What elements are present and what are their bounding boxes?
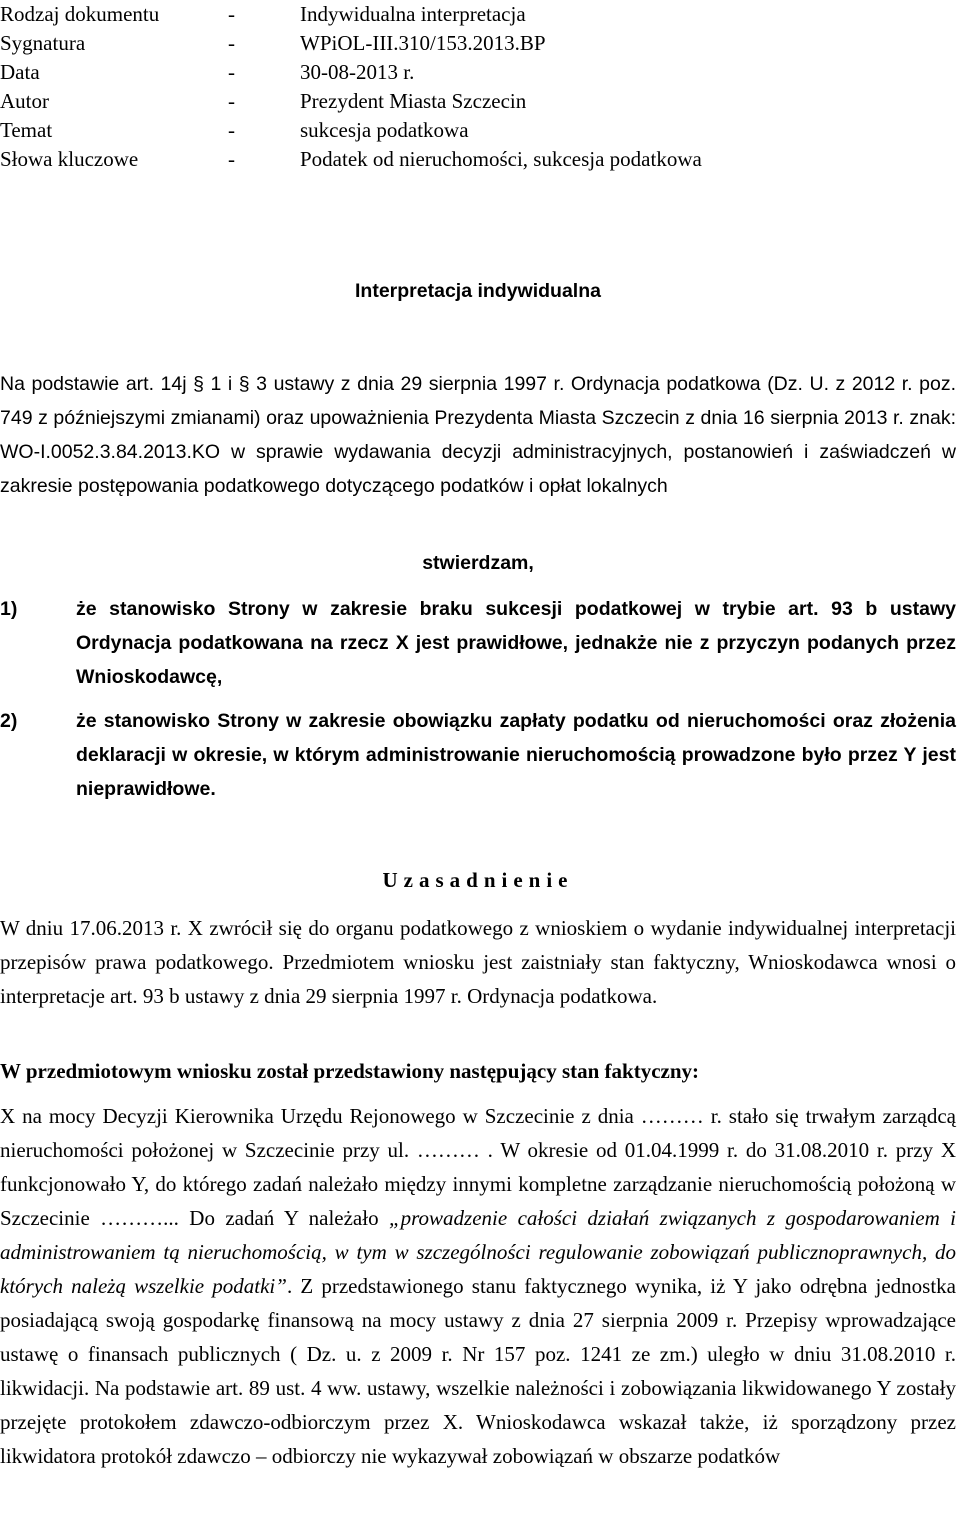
decision-point-1 <box>0 592 956 694</box>
paragraph-1: W dniu 17.06.2013 r. X zwrócił się do organu podatkowego z wnioskiem o wydanie indywidualnej interpretacji przepisów prawa podatkowego. Przedmiotem wniosku jest zaistniały stan faktyczny, Wnioskodawca wnosi o interpretacje art. 93 b ustawy z dnia 29 sierpnia 1997 r. Ordynacja podatkowa. <box>0 916 956 1008</box>
paragraph-2 <box>0 1099 956 1473</box>
metadata-separator: - <box>228 118 235 142</box>
point-number: 2) <box>0 710 18 732</box>
section-heading: W przedmiotowym wniosku został przedstawiony następujący stan faktyczny: <box>0 1059 700 1083</box>
metadata-value: sukcesja podatkowa <box>300 118 469 142</box>
metadata-key: Temat <box>0 118 53 142</box>
metadata-separator: - <box>228 2 235 26</box>
point-text: że stanowisko Strony w zakresie braku sukcesji podatkowej w trybie art. 93 b ustawy Ordynacja podatkowana na rzecz X jest prawidłowe, jednakże nie z przyczyn podanych przez Wnioskodawcę, <box>76 598 956 688</box>
metadata-value: Prezydent Miasta Szczecin <box>300 89 527 113</box>
metadata-separator: - <box>228 147 235 171</box>
metadata-row <box>0 58 702 87</box>
metadata-key: Sygnatura <box>0 31 86 55</box>
metadata-separator: - <box>228 60 235 84</box>
paragraph-2-part-b: . Z przedstawionego stanu faktycznego wynika, iż Y jako odrębna jednostka posiadającą swoją gospodarkę finansową na mocy ustawy z dnia 27 sierpnia 2009 r. Przepisy wprowadzające ustawę o finansach publicznych ( Dz. u. z 2009 r. Nr 157 poz. 1241 ze zm.) uległo w dniu 31.08.2010 r. likwidacji. Na podstawie art. 89 ust. 4 ww. ustawy, wszelkie należności i zobowiązania likwidowanego Y zostały przejęte protokołem zdawczo-odbiorczym przez X. Wnioskodawca wskazał także, iż sporządzony przez likwidatora protokół zdawczo – odbiorczy nie wykazywał zobowiązań w obszarze podatków <box>0 1274 957 1468</box>
metadata-value: WPiOL-III.310/153.2013.BP <box>300 31 546 55</box>
decision-point-2 <box>0 704 956 806</box>
metadata-separator: - <box>228 31 235 55</box>
metadata-value: Indywidualna interpretacja <box>300 2 526 26</box>
paragraph-2-quote: „prowadzenie całości działań związanych z gospodarowaniem i administrowaniem tą nieruchomością, w tym w szczególności regulowanie zobowiązań publicznoprawnych, do których należą wszelkie podatki” <box>0 1206 956 1298</box>
metadata-row <box>0 145 702 174</box>
metadata-row <box>0 29 702 58</box>
metadata-row <box>0 116 702 145</box>
paragraph-2-part-a: X na mocy Decyzji Kierownika Urzędu Rejonowego w Szczecinie z dnia ……… r. stało się trwałym zarządcą nieruchomości położonej w Szczecinie przy ul. ……… . W okresie od 01.04.1999 r. do 31.08.2010 r. przy X funkcjonowało Y, do którego zadań należało między innymi kompletne zarządzanie nieruchomością położoną w Szczecinie ………... Do zadań Y należało <box>0 1104 956 1230</box>
metadata-key: Słowa kluczowe <box>0 147 139 171</box>
point-text: że stanowisko Strony w zakresie obowiązku zapłaty podatku od nieruchomości oraz złożenia deklaracji w okresie, w którym administrowanie nieruchomością prowadzone było przez Y jest nieprawidłowe. <box>76 710 956 800</box>
metadata-row <box>0 0 702 29</box>
metadata-row <box>0 87 702 116</box>
metadata-key: Rodzaj dokumentu <box>0 2 160 26</box>
stwierdzam-heading: stwierdzam, <box>422 552 534 574</box>
uzasadnienie-heading: Uzasadnienie <box>382 868 574 892</box>
metadata-key: Autor <box>0 89 49 113</box>
metadata-key: Data <box>0 60 40 84</box>
metadata-table <box>0 0 702 174</box>
intro-paragraph: Na podstawie art. 14j § 1 i § 3 ustawy z dnia 29 sierpnia 1997 r. Ordynacja podatkowa (Dz. U. z 2012 r. poz. 749 z późniejszymi zmianami) oraz upoważnienia Prezydenta Miasta Szczecin z dnia 16 sierpnia 2013 r. znak: WO-I.0052.3.84.2013.KO w sprawie wydawania decyzji administracyjnych, postanowień i zaświadczeń w zakresie postępowania podatkowego dotyczącego podatków i opłat lokalnych <box>0 373 956 497</box>
metadata-value: Podatek od nieruchomości, sukcesja podatkowa <box>300 147 702 171</box>
metadata-separator: - <box>228 89 235 113</box>
point-number: 1) <box>0 598 18 620</box>
document-title: Interpretacja indywidualna <box>355 280 601 302</box>
metadata-value: 30-08-2013 r. <box>300 60 415 84</box>
